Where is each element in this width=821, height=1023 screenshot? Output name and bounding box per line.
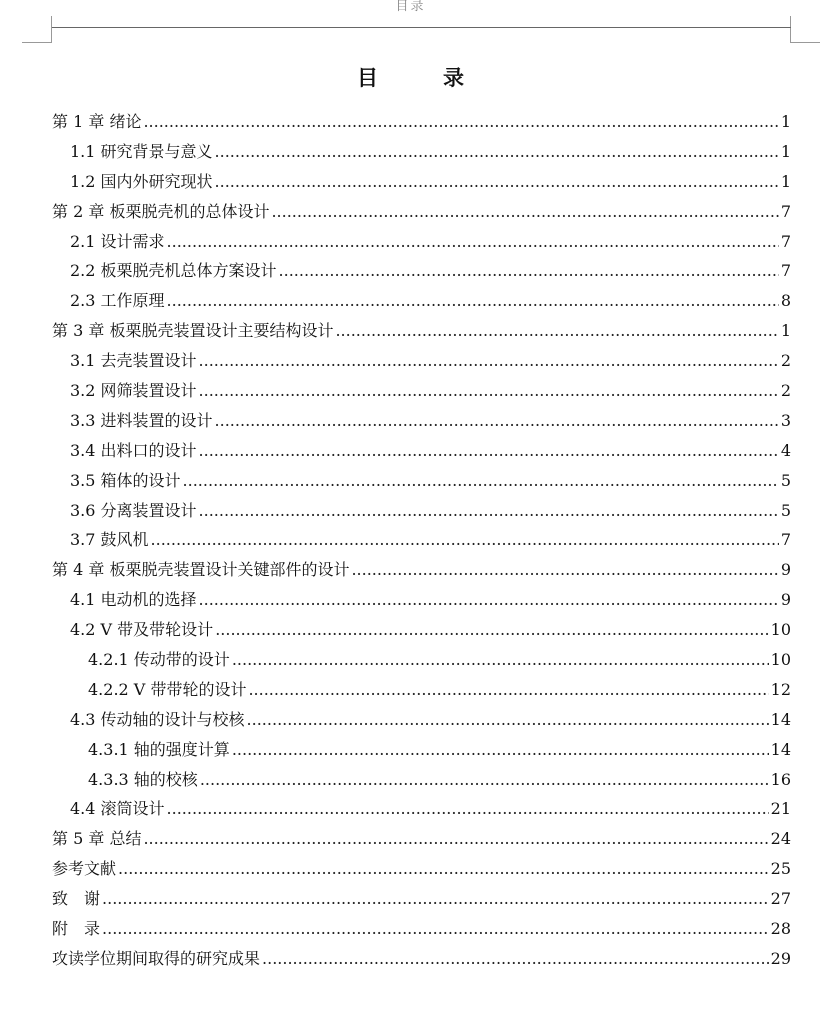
toc-dot-leader bbox=[351, 555, 778, 585]
margin-corner-mark bbox=[51, 16, 52, 43]
toc-dot-leader bbox=[200, 765, 769, 795]
toc-entry[interactable] bbox=[52, 346, 791, 376]
toc-dot-leader bbox=[215, 615, 768, 645]
toc-entry[interactable] bbox=[52, 884, 791, 914]
toc-entry-page-number: 9 bbox=[780, 560, 791, 580]
toc-entry-page-number: 4 bbox=[780, 440, 791, 460]
toc-dot-leader bbox=[232, 735, 769, 765]
toc-entry-label: 参考文献 bbox=[52, 859, 117, 879]
toc-dot-leader bbox=[167, 227, 779, 257]
toc-entry-page-number: 1 bbox=[780, 141, 791, 161]
toc-dot-leader bbox=[167, 286, 779, 316]
toc-entry[interactable] bbox=[52, 376, 791, 406]
toc-entry[interactable] bbox=[52, 197, 791, 227]
toc-entry[interactable] bbox=[52, 525, 791, 555]
toc-entry-page-number: 3 bbox=[780, 410, 791, 430]
toc-entry[interactable] bbox=[52, 496, 791, 526]
toc-dot-leader bbox=[279, 256, 779, 286]
toc-entry-page-number: 1 bbox=[780, 112, 791, 131]
toc-entry-label: 1.1 研究背景与意义 bbox=[70, 141, 213, 161]
toc-entry[interactable] bbox=[52, 615, 791, 645]
toc-entry-page-number: 10 bbox=[770, 650, 791, 670]
toc-dot-leader bbox=[215, 406, 779, 436]
toc-entry-label: 第 4 章 板栗脱壳装置设计关键部件的设计 bbox=[52, 560, 350, 580]
toc-entry-page-number: 7 bbox=[780, 201, 791, 221]
toc-entry[interactable] bbox=[52, 854, 791, 884]
toc-entry-label: 3.2 网筛装置设计 bbox=[70, 381, 197, 401]
toc-dot-leader bbox=[143, 824, 768, 854]
margin-corner-mark bbox=[790, 42, 820, 43]
margin-corner-mark bbox=[790, 16, 791, 43]
toc-entry-page-number: 25 bbox=[770, 859, 791, 879]
toc-entry-label: 3.5 箱体的设计 bbox=[70, 470, 181, 490]
toc-entry[interactable] bbox=[52, 735, 791, 765]
toc-entry-label: 攻读学位期间取得的研究成果 bbox=[52, 948, 261, 968]
toc-entry[interactable] bbox=[52, 914, 791, 944]
toc-entry-page-number: 27 bbox=[770, 889, 791, 909]
toc-entry-label: 4.3 传动轴的设计与校核 bbox=[70, 709, 245, 729]
toc-dot-leader bbox=[151, 525, 779, 555]
toc-entry-label: 第 2 章 板栗脱壳机的总体设计 bbox=[52, 201, 270, 221]
toc-entry-page-number: 9 bbox=[780, 590, 791, 610]
toc-entry-page-number: 8 bbox=[780, 291, 791, 311]
toc-entry-label: 3.4 出料口的设计 bbox=[70, 440, 197, 460]
toc-dot-leader bbox=[248, 675, 768, 705]
toc-entry-page-number: 1 bbox=[780, 321, 791, 341]
margin-corner-mark bbox=[22, 42, 52, 43]
toc-entry[interactable] bbox=[52, 645, 791, 675]
toc-entry-page-number: 29 bbox=[770, 948, 791, 968]
toc-dot-leader bbox=[199, 436, 779, 466]
toc-entry-page-number: 2 bbox=[780, 381, 791, 401]
toc-entry-page-number: 5 bbox=[780, 470, 791, 490]
toc-entry[interactable] bbox=[52, 705, 791, 735]
toc-entry-page-number: 10 bbox=[770, 620, 791, 640]
toc-dot-leader bbox=[102, 884, 769, 914]
toc-dot-leader bbox=[167, 794, 769, 824]
toc-dot-leader bbox=[262, 944, 769, 974]
toc-entry-label: 3.7 鼓风机 bbox=[70, 530, 149, 550]
toc-entry[interactable] bbox=[52, 824, 791, 854]
header-rule bbox=[52, 27, 791, 28]
toc-entry[interactable] bbox=[52, 316, 791, 346]
toc-entry-page-number: 7 bbox=[780, 530, 791, 550]
toc-entry-label: 第 3 章 板栗脱壳装置设计主要结构设计 bbox=[52, 321, 334, 341]
toc-dot-leader bbox=[215, 137, 779, 167]
toc-entry-page-number: 24 bbox=[770, 829, 791, 849]
toc-entry[interactable] bbox=[52, 256, 791, 286]
toc-entry-label: 3.1 去壳装置设计 bbox=[70, 351, 197, 371]
toc-entry-label: 4.2.1 传动带的设计 bbox=[88, 650, 230, 670]
toc-entry-label: 2.3 工作原理 bbox=[70, 291, 165, 311]
toc-entry[interactable] bbox=[52, 107, 791, 137]
toc-dot-leader bbox=[271, 197, 778, 227]
toc-entry[interactable] bbox=[52, 675, 791, 705]
table-of-contents bbox=[52, 107, 791, 974]
toc-entry[interactable] bbox=[52, 466, 791, 496]
toc-dot-leader bbox=[232, 645, 769, 675]
toc-entry[interactable] bbox=[52, 167, 791, 197]
toc-entry-page-number: 2 bbox=[780, 351, 791, 371]
toc-entry-label: 3.3 进料装置的设计 bbox=[70, 410, 213, 430]
toc-entry-page-number: 21 bbox=[770, 799, 791, 819]
toc-entry-label: 2.1 设计需求 bbox=[70, 231, 165, 251]
toc-entry-page-number: 28 bbox=[770, 919, 791, 939]
toc-title: 目 录 bbox=[357, 65, 486, 90]
toc-entry-label: 4.3.3 轴的校核 bbox=[88, 769, 198, 789]
toc-entry-page-number: 1 bbox=[780, 171, 791, 191]
toc-entry[interactable] bbox=[52, 794, 791, 824]
toc-entry[interactable] bbox=[52, 555, 791, 585]
toc-entry-label: 第 5 章 总结 bbox=[52, 829, 142, 849]
toc-entry-label: 4.2 V 带及带轮设计 bbox=[70, 620, 214, 640]
toc-entry-label: 致 谢 bbox=[52, 889, 101, 909]
toc-dot-leader bbox=[199, 376, 779, 406]
toc-entry[interactable] bbox=[52, 944, 791, 974]
toc-dot-leader bbox=[335, 316, 778, 346]
page-header-text: 目录 bbox=[395, 0, 426, 14]
toc-entry-page-number: 12 bbox=[770, 679, 791, 699]
toc-entry-label: 1.2 国内外研究现状 bbox=[70, 171, 213, 191]
toc-entry-label: 4.1 电动机的选择 bbox=[70, 590, 197, 610]
toc-entry-label: 3.6 分离装置设计 bbox=[70, 500, 197, 520]
toc-entry-page-number: 14 bbox=[770, 739, 791, 759]
toc-entry-label: 4.3.1 轴的强度计算 bbox=[88, 739, 230, 759]
toc-dot-leader bbox=[199, 346, 779, 376]
toc-dot-leader bbox=[199, 585, 779, 615]
toc-dot-leader bbox=[247, 705, 769, 735]
toc-entry[interactable] bbox=[52, 286, 791, 316]
toc-entry[interactable] bbox=[52, 585, 791, 615]
toc-entry[interactable] bbox=[52, 137, 791, 167]
toc-dot-leader bbox=[143, 107, 778, 137]
toc-entry-label: 附 录 bbox=[52, 919, 101, 939]
toc-entry-page-number: 7 bbox=[780, 261, 791, 281]
toc-dot-leader bbox=[199, 496, 779, 526]
toc-entry-page-number: 5 bbox=[780, 500, 791, 520]
toc-entry-page-number: 7 bbox=[780, 231, 791, 251]
toc-entry-label: 4.4 滚筒设计 bbox=[70, 799, 165, 819]
toc-dot-leader bbox=[102, 914, 769, 944]
toc-entry-label: 4.2.2 V 带带轮的设计 bbox=[88, 679, 247, 699]
toc-entry-label: 第 1 章 绪论 bbox=[52, 112, 142, 131]
toc-entry-label: 2.2 板栗脱壳机总体方案设计 bbox=[70, 261, 277, 281]
toc-dot-leader bbox=[215, 167, 779, 197]
toc-entry[interactable] bbox=[52, 436, 791, 466]
toc-dot-leader bbox=[183, 466, 779, 496]
toc-entry-page-number: 14 bbox=[770, 709, 791, 729]
toc-entry[interactable] bbox=[52, 406, 791, 436]
toc-entry-page-number: 16 bbox=[770, 769, 791, 789]
toc-entry[interactable] bbox=[52, 765, 791, 795]
toc-entry[interactable] bbox=[52, 227, 791, 257]
toc-dot-leader bbox=[118, 854, 769, 884]
